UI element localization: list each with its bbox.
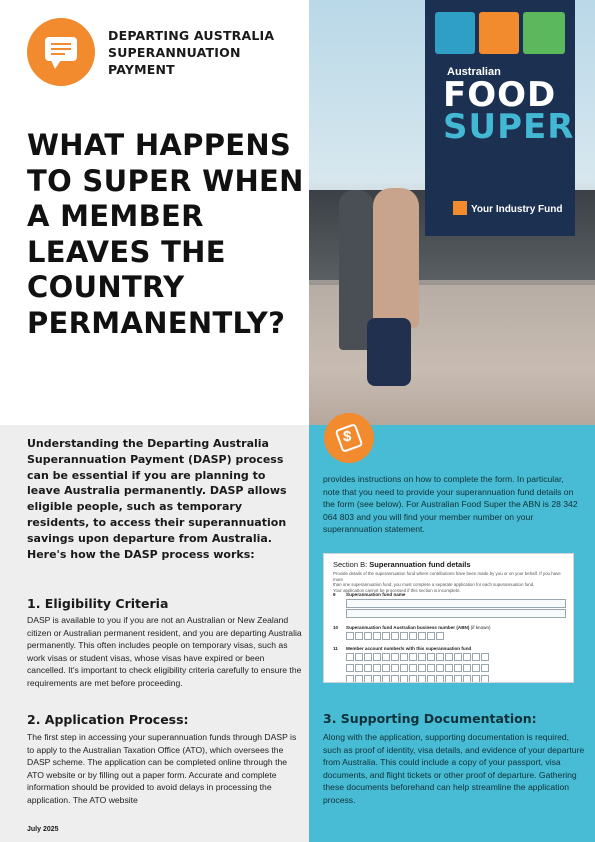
dollar-note-icon: $	[324, 413, 374, 463]
logo-super-text: SUPER	[443, 107, 575, 147]
category-line-3: PAYMENT	[108, 62, 175, 77]
section-1-title: 1. Eligibility Criteria	[27, 596, 169, 611]
form-section-heading: Section B: Superannuation fund details	[333, 560, 471, 569]
section-2-body: The first step in accessing your superannuation funds through DASP is to apply to the Australian Taxation Office (ATO), which oversees the DASP scheme. The application can be completed online through the ATO website or by filling out a paper form. Accurate and complete information should be provided to avoid delays in processing the application. The ATO website	[27, 732, 297, 805]
document-category-label	[108, 27, 303, 78]
field-9-label: Superannuation fund name	[346, 592, 406, 597]
field-9-number: 9	[333, 592, 336, 597]
fund-name-box	[346, 599, 566, 608]
member-number-row-1	[346, 653, 489, 661]
logo-australian-text: Australian	[447, 66, 501, 78]
form-hint: Provide details of the superannuation fund where contributions have been made by you or on your behalf. If you have more than one superannuation fund, you must complete a separate application for each superannuation fund. Your application cannot be processed if this section is incomplete.	[333, 571, 561, 593]
category-line-1: DEPARTING AUSTRALIA	[108, 28, 275, 43]
section-3-title: 3. Supporting Documentation:	[323, 711, 537, 726]
field-10-number: 10	[333, 625, 339, 630]
section-3-body: Along with the application, supporting documentation is required, such as proof of identity, visa details, and evidence of your departure from Australia. This could include a copy of your passport, visa documents, and flight tickets or other proof of departure. Gathering these documents beforehand can help streamline the application process.	[323, 732, 585, 805]
logo-tagline: Your Industry Fund	[471, 204, 563, 215]
document-chat-icon	[27, 18, 95, 86]
page-title: WHAT HAPPENS TO SUPER WHEN A MEMBER LEAVES THE COUNTRY PERMANENTLY?	[27, 128, 304, 340]
member-number-row-3	[346, 675, 489, 683]
fund-name-box-2	[346, 609, 566, 618]
logo-food-text: FOOD	[443, 75, 557, 115]
section-2-continued: provides instructions on how to complete the form. In particular, note that you need to provide your superannuation fund details on the form (see below). For Australian Food Super the ABN is 28 342 064 803 and you will find your member number on your superannuation statement.	[323, 474, 578, 534]
category-line-2: SUPERANNUATION	[108, 45, 241, 60]
intro-paragraph: Understanding the Departing Australia Superannuation Payment (DASP) process can be essential if you are planning to leave Australia permanently. DASP allows eligible people, such as temporary residents, to access their superannuation savings upon departure from Australia. Here's how the DASP process works:	[27, 437, 287, 561]
produce-icons	[435, 12, 565, 54]
field-11-label: Member account number/s with this superannuation fund	[346, 646, 472, 651]
fund-icon	[453, 201, 467, 215]
footer-date: July 2025	[27, 826, 59, 833]
form-excerpt	[323, 553, 574, 683]
brand-logo-panel	[425, 0, 575, 236]
field-11-number: 11	[333, 646, 338, 651]
section-2-title: 2. Application Process:	[27, 712, 189, 727]
member-number-row-2	[346, 664, 489, 672]
field-10-label: Superannuation fund Australian business number (ABN) (if known)	[346, 625, 491, 630]
section-1-body: DASP is available to you if you are not an Australian or New Zealand citizen or Australian permanent resident, and you are departing Australia permanently. This often includes people on temporary visas, such as work visas or student visas, whose visas have expired or been cancelled. It's important to check eligibility criteria carefully to ensure the requirements are met before proceeding.	[27, 615, 302, 688]
abn-boxes	[346, 632, 444, 640]
